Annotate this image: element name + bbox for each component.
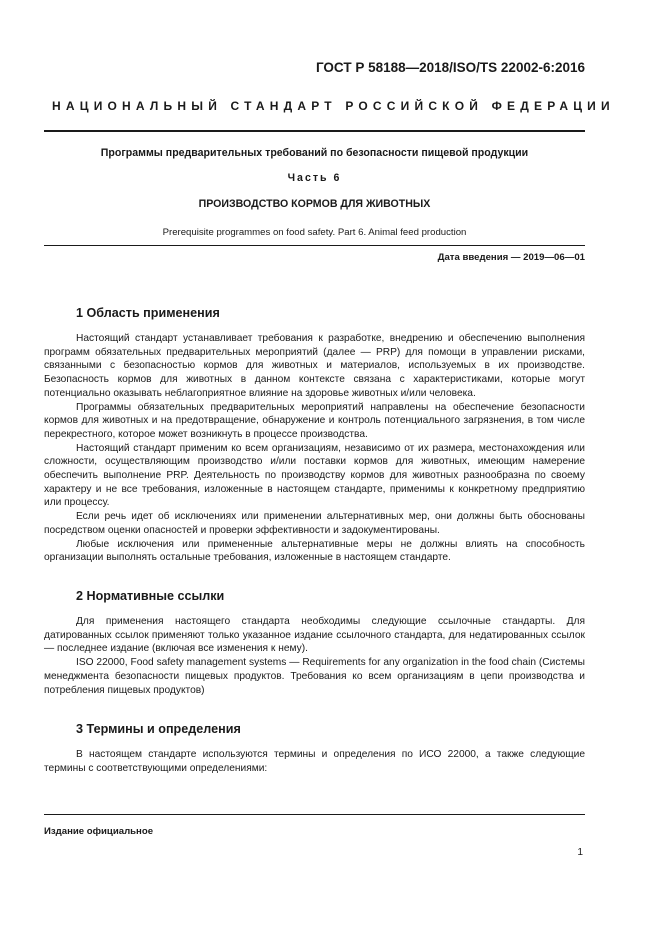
section-3-heading: 3 Термины и определения	[76, 722, 241, 736]
footer-divider	[44, 814, 585, 815]
paragraph: Настоящий стандарт применим ко всем организациям, независимо от их размера, местонахождения или сложности, осуществляющим производство и/или поставки кормов для животных, имеющим намерение обеспечить выполнение PRP. Деятельность по производству кормов для животных разнообразна по своему характеру и не все требования, изложенные в настоящем стандарте, применимы к конкретному предприятию или процессу.	[44, 442, 585, 509]
page-number: 1	[577, 847, 583, 858]
section-1-body	[44, 332, 585, 565]
paragraph: ISO 22000, Food safety management systems — Requirements for any organization in the food chain (Системы менеджмента безопасности пищевых продуктов. Требования ко всем организациям в цепи производства и потребления пищевых продуктов)	[44, 657, 585, 696]
header-divider	[44, 130, 585, 132]
document-subtitle: ПРОИЗВОДСТВО КОРМОВ ДЛЯ ЖИВОТНЫХ	[198, 198, 431, 210]
paragraph: В настоящем стандарте используются термины и определения по ИСО 22000, а также следующие термины с соответствующими определениями:	[44, 749, 585, 774]
official-edition-label: Издание официальное	[44, 826, 154, 837]
title-divider	[44, 245, 585, 246]
paragraph: Программы обязательных предварительных мероприятий направлены на обеспечение безопасности кормов для животных и на предотвращение, обнаружение и контроль потенциального загрязнения, в том числе перекрестного, которое может возникнуть в процессе производства.	[44, 401, 585, 440]
document-title-english: Prerequisite programmes on food safety. Part 6. Animal feed production	[162, 227, 467, 238]
paragraph: Для применения настоящего стандарта необходимы следующие ссылочные стандарты. Для датированных ссылок применяют только указанное издание ссылочного стандарта, для недатированных ссылок — последнее издание (включая все изменения к нему).	[44, 616, 585, 655]
paragraph: Настоящий стандарт устанавливает требования к разработке, внедрению и обеспечению выполнения программ обязательных предварительных мероприятий (далее — PRP) для помощи в управлении рисками, связанными с безопасностью кормов для животных и материалов, используемых в их производстве. Безопасность кормов для животных в данном контексте связана с характеристиками, которые могут потенциально оказывать неблагоприятное влияние на здоровье животных и/или человека.	[44, 333, 585, 399]
national-standard-banner: НАЦИОНАЛЬНЫЙ СТАНДАРТ РОССИЙСКОЙ ФЕДЕРАЦИИ	[52, 99, 615, 113]
section-2-body	[44, 615, 585, 697]
document-title: Программы предварительных требований по безопасности пищевой продукции	[100, 147, 529, 159]
section-2-heading: 2 Нормативные ссылки	[76, 589, 225, 603]
section-3-body	[44, 748, 585, 775]
section-1-heading: 1 Область применения	[76, 306, 220, 320]
effective-date: Дата введения — 2019—06—01	[437, 252, 585, 263]
paragraph: Если речь идет об исключениях или применении альтернативных мер, они должны быть обоснованы посредством оценки опасностей и проверки эффективности и задокументированы.	[44, 511, 585, 536]
paragraph: Любые исключения или примененные альтернативные меры не должны влиять на способность организации выполнять остальные требования, изложенные в настоящем стандарте.	[44, 538, 585, 564]
document-part: Часть 6	[287, 172, 342, 184]
gost-code: ГОСТ Р 58188—2018/ISO/TS 22002-6:2016	[315, 60, 585, 75]
